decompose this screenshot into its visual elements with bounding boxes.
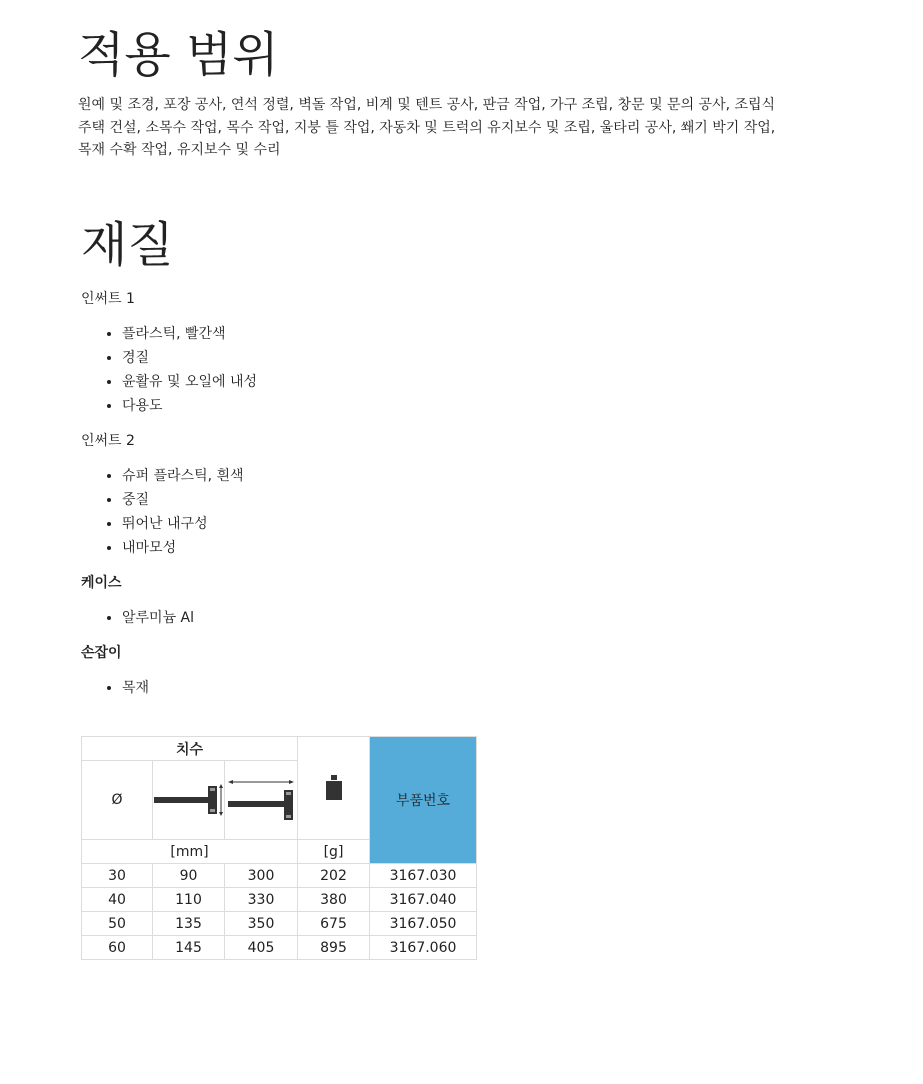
table-cell: 3167.030	[370, 864, 477, 888]
material-list	[81, 288, 581, 712]
list-item: • 알루미늄 Al	[122, 606, 581, 630]
group-label-insert-1: 인써트 1	[81, 291, 135, 307]
list-item: • 윤활유 및 오일에 내성	[122, 370, 581, 394]
hammer-length-icon	[154, 780, 224, 820]
head-length-header	[225, 761, 298, 840]
table-cell: 3167.060	[370, 936, 477, 960]
case-list	[81, 606, 581, 630]
table-cell: 3167.040	[370, 888, 477, 912]
part-number-header: 부품번호	[370, 737, 477, 864]
list-item: • 경질	[122, 346, 581, 370]
list-item: • 내마모성	[122, 536, 581, 560]
table-cell: 30	[82, 864, 153, 888]
table-row	[82, 888, 477, 912]
group-label-insert-2: 인써트 2	[81, 433, 135, 449]
table-cell: 300	[225, 864, 298, 888]
table-cell: 60	[82, 936, 153, 960]
weight-header	[298, 737, 370, 840]
table-cell: 895	[298, 936, 370, 960]
table-row	[82, 936, 477, 960]
dimensions-header: 치수	[82, 737, 298, 761]
table-cell: 675	[298, 912, 370, 936]
insert-2-list	[81, 464, 581, 560]
table-cell: 380	[298, 888, 370, 912]
diameter-header: Ø	[82, 761, 153, 840]
group-label-handle: 손잡이	[81, 645, 122, 661]
handle-list	[81, 676, 581, 700]
group-label-case: 케이스	[81, 575, 122, 591]
table-cell: 202	[298, 864, 370, 888]
list-item: • 목재	[122, 676, 581, 700]
spec-table	[81, 736, 477, 960]
table-cell: 3167.050	[370, 912, 477, 936]
table-row	[82, 912, 477, 936]
table-cell: 405	[225, 936, 298, 960]
unit-g: [g]	[298, 840, 370, 864]
length-header	[153, 761, 225, 840]
table-cell: 110	[153, 888, 225, 912]
application-text: 원예 및 조경, 포장 공사, 연석 정렬, 벽돌 작업, 비계 및 텐트 공사, 판금 작업, 가구 조립, 창문 및 문의 공사, 조립식 주택 건설, 소목수 작업, 목수 작업, 지붕 틀 작업, 자동차 및 트럭의 유지보수 및 조립, 울타리 공사, 쐐기 박기 작업, 목재 수확 작업, 유지보수 및 수리	[78, 97, 776, 158]
list-item: • 다용도	[122, 394, 581, 418]
weight-icon	[324, 775, 344, 801]
application-title: 적용 범위	[78, 27, 279, 83]
table-cell: 135	[153, 912, 225, 936]
table-row	[82, 864, 477, 888]
insert-1-list	[81, 322, 581, 418]
list-item: • 중질	[122, 488, 581, 512]
list-item: • 슈퍼 플라스틱, 흰색	[122, 464, 581, 488]
table-cell: 350	[225, 912, 298, 936]
material-title: 재질	[81, 217, 174, 273]
list-item: • 플라스틱, 빨간색	[122, 322, 581, 346]
table-cell: 50	[82, 912, 153, 936]
list-item: • 뛰어난 내구성	[122, 512, 581, 536]
hammer-head-length-icon	[226, 778, 296, 822]
unit-mm: [mm]	[82, 840, 298, 864]
table-cell: 330	[225, 888, 298, 912]
table-cell: 90	[153, 864, 225, 888]
table-cell: 40	[82, 888, 153, 912]
table-cell: 145	[153, 936, 225, 960]
